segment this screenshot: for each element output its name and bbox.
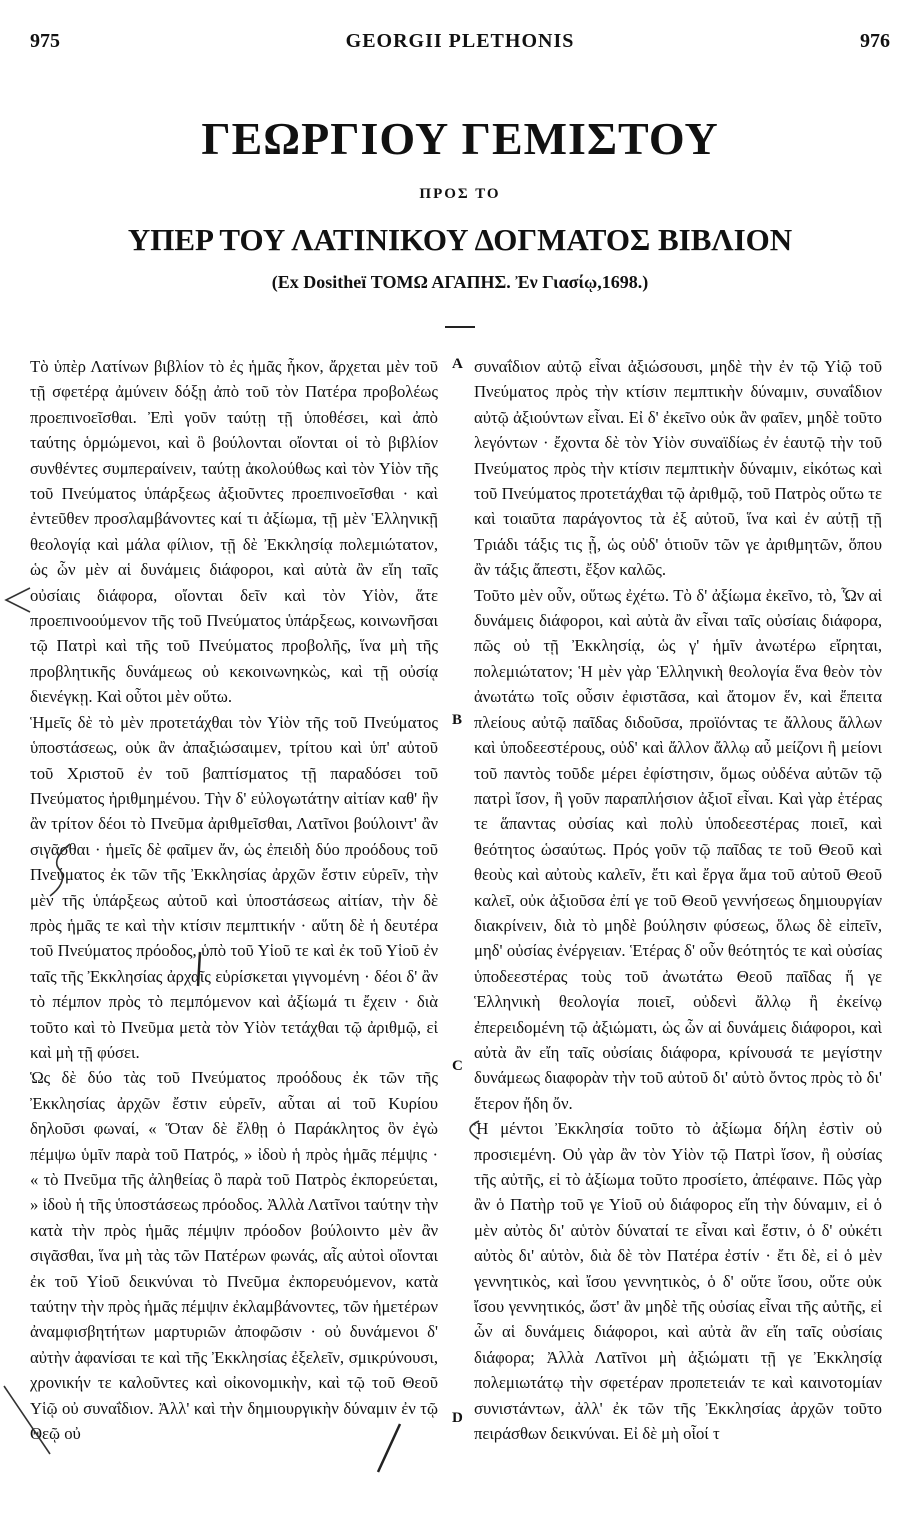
title-rule — [445, 326, 475, 328]
running-head — [30, 30, 890, 70]
page-title: ΓΕΩΡΓΙΟΥ ΓΕΜΙΣΤΟΥ — [201, 113, 719, 164]
left-paragraph-1: Τὸ ὑπὲρ Λατίνων βιβλίον τὸ ἐς ἡμᾶς ἧκον, ἄρχεται μὲν τοῦ τῇ σφετέρᾳ ἀμύνειν δόξῃ ἀπὸ τοῦ τὸν Πατέρα προβολέως προεπινοεῖσθαι. Ἐπὶ γοῦν ταύτῃ τῇ ὑποθέσει, καὶ ἀπὸ ταύτης ὁρμώμενοι, καὶ ὃ βούλονται οἴονται οἱ τὸ βιβλίον συνθέντες συμπεραίνειν, ταύτῃ ἀκολούθως καὶ τὸν Υἱὸν τῆς τοῦ Πνεύματος ὑπάρξεως ἀξιοῦντες προεπινοεῖσθαι · καὶ ἐντεῦθεν προσλαμβάνοντες καί τι ἀξίωμα, τῇ μὲν Ἑλληνικῇ θεολογίᾳ καὶ μάλα φίλιον, τῇ δὲ Ἐκκλησίᾳ πολεμιώτατον, ὡς ὧν μὲν αἱ δυνάμεις διάφοροι, καὶ αὐτὰ ἂν εἴη ταῖς οὐσίαις διάφορα, οἴονται δεῖν καὶ τὸν Υἱὸν, ἅτε προεπινοούμενον τῆς τοῦ Πνεύματος ὑπάρξεως, κοινωνῆσαι τῷ Πατρὶ καὶ τῆς τοῦ Πνεύματος προβολῆς, ἵνα μὴ τῆς προβλητικῆς δυνάμεως οὐ κεκοινωνηκὼς, καὶ τῇ οὐσίᾳ διενέγκῃ. Καὶ οὗτοι μὲν οὕτω. — [30, 357, 438, 707]
page-number-right: 976 — [860, 30, 890, 52]
right-paragraph-2: Τοῦτο μὲν οὖν, οὕτως ἐχέτω. Τὸ δ' ἀξίωμα ἐκεῖνο, τὸ, Ὧν αἱ δυνάμεις διάφοροι, καὶ αὐτὰ ἂν εἶναι ταῖς οὐσίαις διάφορα, πῶς οὐ τῇ Ἐκκλησίᾳ, ὡς γ' ἡμῖν ἀνωτέρω εἴρηται, πολεμιώτατον; Ἡ μὲν γὰρ Ἑλληνικὴ θεολογία ἕνα θεὸν τὸν ἀνωτάτω τοῖς οὖσιν ἐφιστᾶσα, καὶ ἄτομον ἕν, καὶ ἔπειτα πλείους αὐτῷ παῖδας διδοῦσα, προϊόντας τε ἄλλους ἄλλων καὶ ὑποδεεστέρους, οὐδ' καὶ ἄλλον ἄλλῳ αὖ μείζονι ἢ μείονι τοῦ παντὸς τοῦδε μέρει ἐφίστησιν, ὅμως οὐδένα αὐτῶν τῷ πατρὶ ἴσον, ἢ γοῦν παραπλήσιον ἀξιοῖ εἶναι. Καὶ γὰρ ἑτέρας τε ἅπαντας οὐσίας καὶ πολὺ ὑποδεεστέρας ποιεῖ, καὶ θεότητος ὡσαύτως. Πρός γοῦν τῷ παῖδας τε τοῦ Θεοῦ καὶ θεοὺς καὶ αὐτοὺς καλεῖν, ἔτι καὶ ἔργα ἅμα τοῦ αὐτοῦ Θεοῦ καλεῖ, οὐκ ἀξιοῦσα ἐπί γε τοῦ Θεοῦ γεννήσεως δημιουργίαν διακρίνειν, διὰ τὸ μηδὲ βούλησιν φύσεως, ὅλως δὲ εἰπεῖν, μηδ' οὐσίας ἐνέργειαν. Ἑτέρας δ' οὖν θεότητός τε καὶ οὐσίας ὑποδεεστέρας τοὺς τοῦ ἀνωτάτω Θεοῦ παῖδας ἥ γε Ἑλληνικὴ θεολογία ποιεῖ, οὐδενὶ ἄλλῳ ἢ ἐκείνῳ ἐπερειδομένη τῷ ἀξιώματι, ὡς ὧν αἱ δυνάμεις διάφοροι, καὶ αὐτὰ ἂν εἴη ταῖς οὐσίαις διάφορα, κρίνουσά τε μεγίστην δυνάμεως διαφορὰν τὴν τοῦ αὐτοῦ δι' αὑτὸ ὄντος πρὸς τὸ δι' ἕτερον ἤδη ὄν. — [474, 585, 882, 1113]
pen-mark-arrow-left — [0, 580, 40, 620]
margin-marker-a: A — [452, 356, 463, 372]
margin-marker-b: B — [452, 712, 463, 728]
left-paragraph-3: Ὡς δὲ δύο τὰς τοῦ Πνεύματος προόδους ἐκ τῶν τῆς Ἐκκλησίας ἀρχῶν ἔστιν εὑρεῖν, αὗται αἱ τοῦ Κυρίου δηλοῦσι φωναί, « Ὅταν δὲ ἔλθῃ ὁ Παράκλητος ὃν ἐγὼ πέμψω ὑμῖν παρὰ τοῦ Πατρός, » ἰδοὺ ἡ πρὸς ἡμᾶς πέμψις · « τὸ Πνεῦμα τῆς ἀληθείας ὃ παρὰ τοῦ Πατρὸς ἐκπορεύεται, » ἰδοὺ ἡ τῆς ὑποστάσεως πρόοδος. Ἀλλὰ Λατῖνοι ταύτην τὴν κατὰ τὴν πρὸς ἡμᾶς πέμψιν πρόοδον βούλοιντο μὲν ἂν σιγᾶσθαι, ἵνα μὴ τὰς τῶν Πατέρων φωνάς, αἷς αὐτοὶ οἴονται ἐκ τοῦ Υἱοῦ δεικνύναι τὸ Πνεῦμα ἐκπορευόμενον, κατὰ ταύτην τὴν πρὸς ἡμᾶς πέμψιν ἐκλαμβάνοντες, τῶν ἡμετέρων ἀναμφισβητήτων μαρτυριῶν ἀποφῶσιν · οὐ δυνάμενοι δ' αὐτὴν ἀφανίσαι τε καὶ τῆς Ἐκκλησίας ἐξελεῖν, σμικρύνουσι, χρονικήν τε καλοῦντες καὶ οἰκονομικὴν, καὶ τῷ τοῦ Θεοῦ Υἱῷ οὐ συναΐδιον. Ἀλλ' καὶ τὴν δημιουργικὴν δύναμιν ἐν τῷ Θεῷ οὐ — [30, 1068, 438, 1444]
left-paragraph-2: Ἡμεῖς δὲ τὸ μὲν προτετάχθαι τὸν Υἱὸν τῆς τοῦ Πνεύματος ὑποστάσεως, οὐκ ἂν ἀπαξιώσαιμεν, τρίτου καὶ ὑπ' αὐτοῦ τοῦ Χριστοῦ ἐν τοῦ βαπτίσματος τῇ παραδόσει τοῦ Πνεύματος ἠριθμημένου. Τὴν δ' εὐλογωτάτην αἰτίαν καθ' ἣν ἂν τρίτον δέοι τὸ Πνεῦμα ἀριθμεῖσθαι, Λατῖνοι βούλοιντ' ἂν σιγᾶσθαι · ἡμεῖς δὲ φαῖμεν ἄν, ὡς ἐπειδὴ δύο προόδους τοῦ Πνεύματος ἐκ τῶν τῆς Ἐκκλησίας ἀρχῶν ἔστιν εὑρεῖν, τὴν μὲν τῆς ὑπάρξεως αὐτοῦ καὶ ὑποστάσεως αἰτίαν, τὴν δὲ πρὸς ἡμᾶς τε καὶ τὴν κτίσιν πεμπτικήν · αὕτη δὲ ἡ δευτέρα τοῦ Πνεύματος πρόοδος, ὑπὸ τοῦ Υἱοῦ τε καὶ ἐκ τοῦ Υἱοῦ ἐν ταῖς τῆς Ἐκκλησίας ἀρχαῖς εὑρίσκεται γιγνομένη · δέοι δ' ἂν τὸ πέμπον πρὸς τὸ πεμπόμενον καὶ ἀξίωμά τι ἔχειν · διὰ τοῦτο καὶ τὸ Πνεῦμα μετὰ τὸν Υἱὸν τετάχθαι τῷ ἀριθμῷ, εἰ καὶ μὴ τῇ φύσει. — [30, 712, 438, 1062]
pen-mark-hook — [455, 1115, 485, 1145]
running-head-title: GEORGII PLETHONIS — [345, 30, 575, 52]
subtitle: ΠΡΟΣ ΤΟ — [419, 186, 501, 202]
right-paragraph-3: Ἡ μέντοι Ἐκκλησία τοῦτο τὸ ἀξίωμα δήλη ἐστὶν οὐ προσιεμένη. Οὐ γὰρ ἂν τὸν Υἱὸν τῷ Πατρὶ ἴσον, ἢ οὐσίας τῆς αὐτῆς, εἰ τὸ ἀξίωμα τοῦτο προσίετο, ἀπέφαινε. Πῶς γὰρ ἂν ὁ Πατὴρ τοῦ γε Υἱοῦ οὐ διάφορος εἴη τὴν δύναμιν, εἰ ὁ μὲν αὐτὸς δι' αὑτὸν δύναταί τε εἶναι καὶ ἔστιν, ὁ δ' οὐκέτι αὐτὸς δι' αὑτὸν, διὰ δὲ τὸν Πατέρα ἐστίν · ἔτι δὲ, εἰ ὁ μὲν γεννητικὸς, καὶ ἴσου γεννητικὸς, ὁ δ' οὔτε ἴσου, οὔτε οὐκ ἴσου γεννητικός, ὥστ' ἂν μηδὲ τῆς οὐσίας εἶναι τῆς αὐτῆς, εἰ ὧν αἱ δυνάμεις διάφοροι, καὶ αὐτὰ ἂν εἴη ταῖς οὐσίαις διάφορα; Ἀλλὰ Λατῖνοι μὴ ἀξιώματι τῇ γε Ἐκκλησίᾳ πολεμιωτάτῳ τὴν σφετέραν προπετειάν τε καὶ καινοτομίαν συνιστάντων, ἀλλ' ἐκ τῶν τῆς Ἐκκλησίας ἀρχῶν τοῦτο πειράσθων δεικνύναι. Εἰ δὲ μὴ οἷοί τ — [474, 1119, 882, 1444]
right-paragraph-1: συναΐδιον αὐτῷ εἶναι ἀξιώσουσι, μηδὲ τὴν ἐν τῷ Υἱῷ τοῦ Πνεύματος πρὸς τὴν κτίσιν πεμπτικὴν δύναμιν, συναΐδιον αὐτῷ ἀξιούντων εἶναι. Εἰ δ' ἐκεῖνο οὐκ ἂν φαῖεν, μηδὲ τοῦτο λεγόντων · ἔχοντα δὲ τὸν Υἱὸν συναϊδίως ἐν ἑαυτῷ τὴν τοῦ Πνεύματος πρὸς τὴν κτίσιν πεμπτικὴν δύναμιν, εἰκότως καὶ τοῦ Πνεύματος προτετάχθαι τῷ ἀριθμῷ, τοῦ Πατρὸς οὕτω τε καὶ τοιαῦτα παράγοντος τὰ ἐξ αὐτοῦ, ἵνα καὶ ἐν αὐτῇ τῇ Τριάδι τάξις τις ᾖ, ὡς οὐδ' ὁτιοῦν τῶν γε ἀριθμητῶν, ὅπου ἂν τάξις ἄπεστι, ἔξον καλῶς. — [474, 357, 882, 580]
right-column — [474, 354, 882, 1494]
margin-marker-d: D — [452, 1410, 463, 1426]
left-column — [30, 354, 438, 1494]
pen-mark-vertical-stroke — [190, 950, 210, 990]
pen-mark-diagonal — [0, 1380, 60, 1460]
margin-marker-c: C — [452, 1058, 463, 1074]
page-number-left: 975 — [30, 30, 60, 52]
pen-mark-bracket — [20, 840, 90, 900]
pen-mark-slash — [370, 1420, 410, 1480]
source-note: (Ex Dositheï ΤΟΜΩ ΑΓΑΠΗΣ. Ἐν Γιασίῳ,1698.) — [271, 272, 649, 292]
work-title: ΥΠΕΡ ΤΟΥ ΛΑΤΙΝΙΚΟΥ ΔΟΓΜΑΤΟΣ ΒΙΒΛΙΟΝ — [127, 222, 793, 257]
